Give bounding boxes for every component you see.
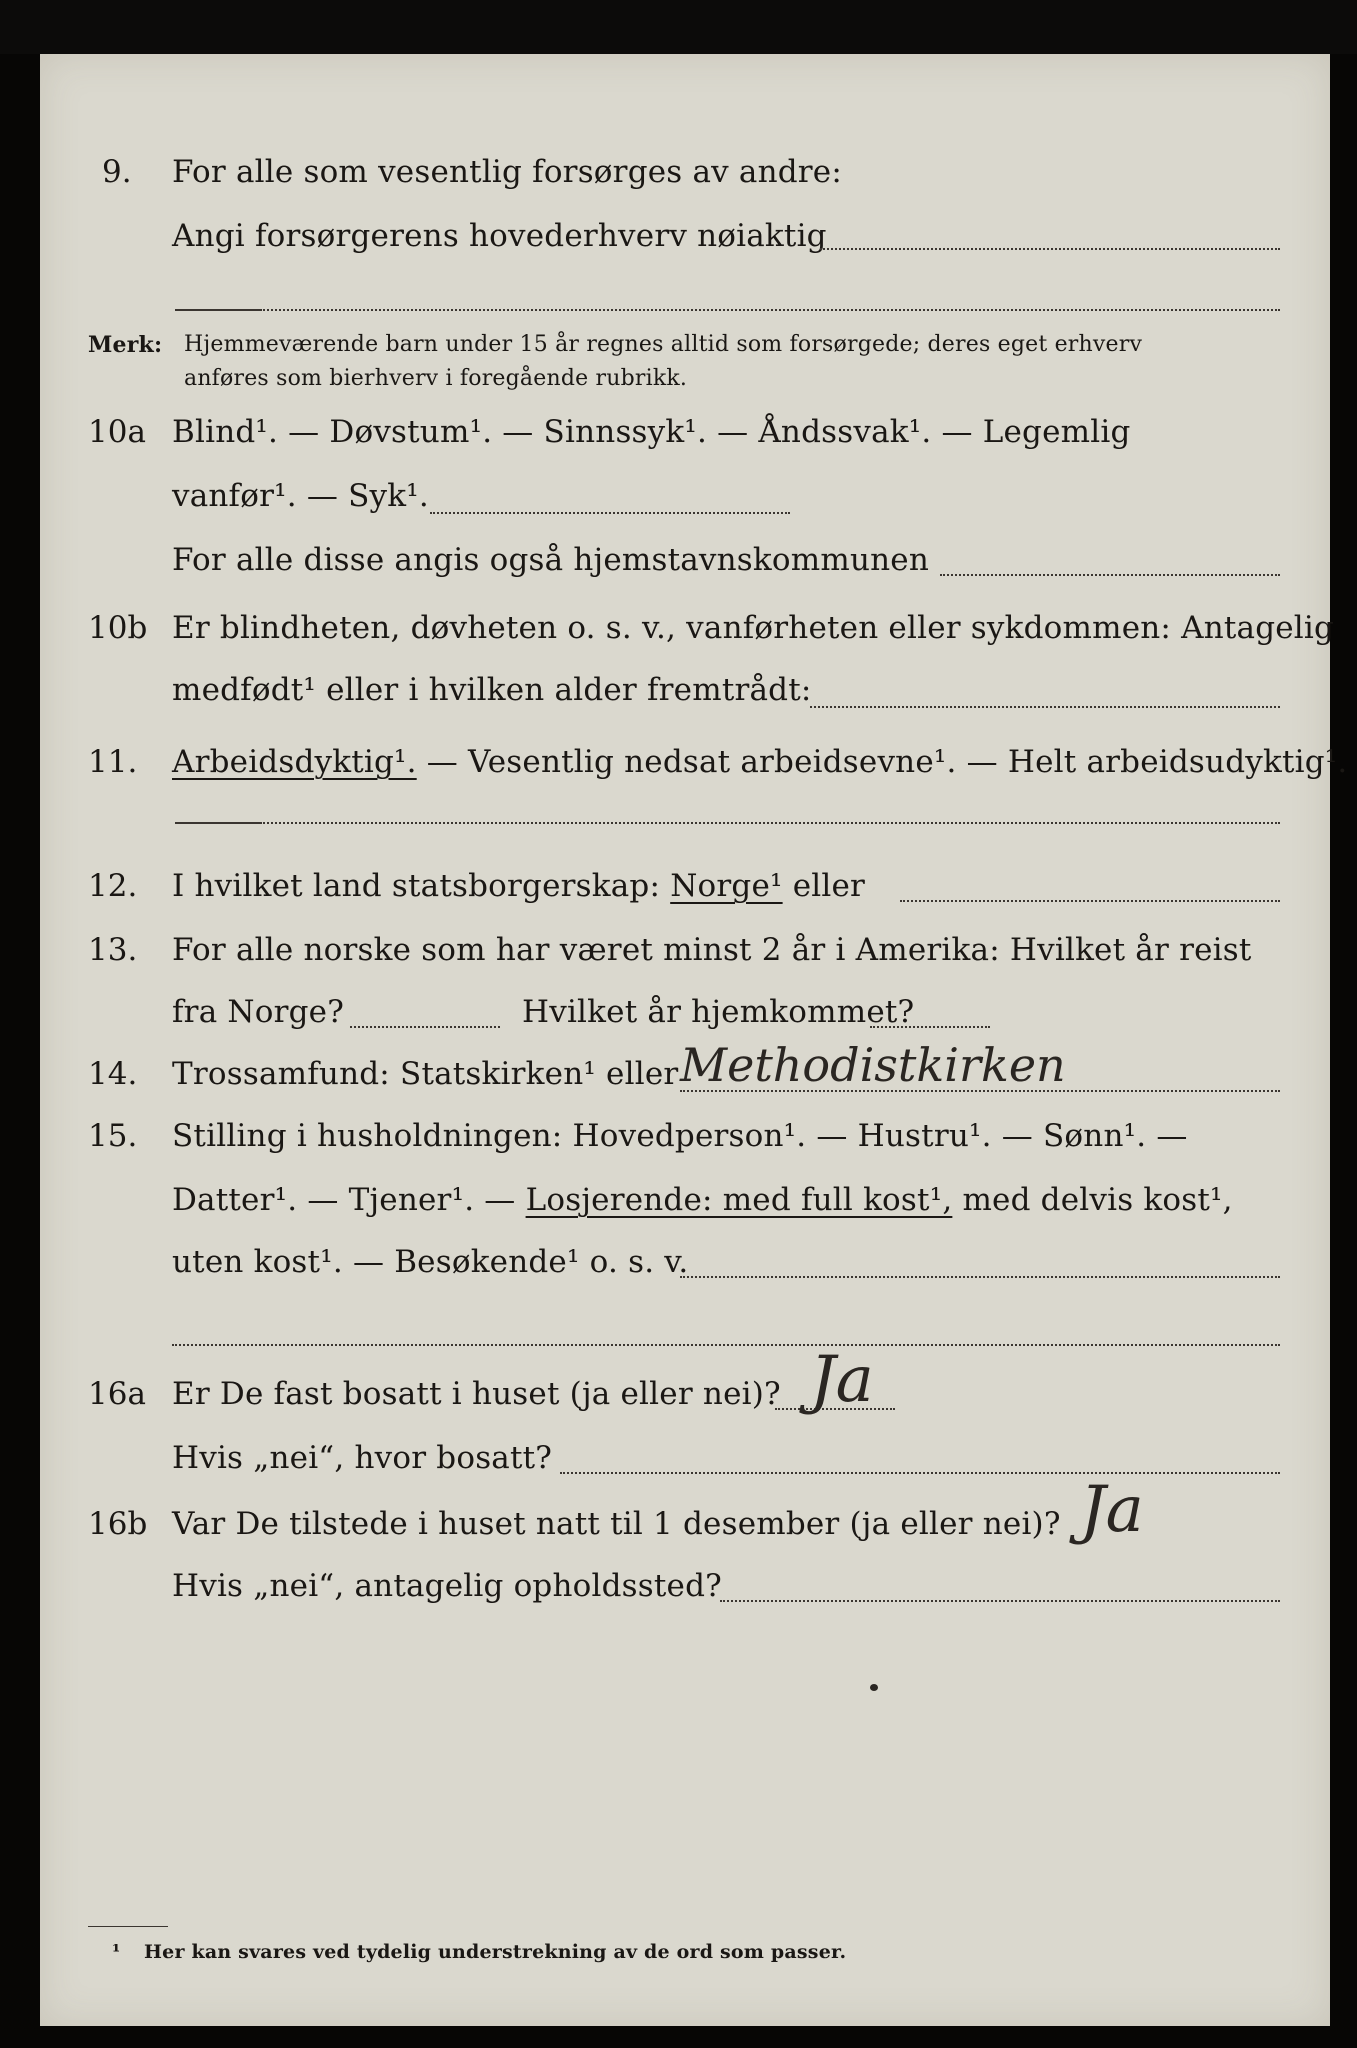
q15-answer-field-2 (172, 1344, 1280, 1346)
ink-spot (870, 1684, 878, 1691)
q10a-line3: For alle disse angis også hjemstavnskommunen (172, 542, 929, 578)
q15-line2 (172, 1182, 1233, 1218)
q9-line2: Angi forsørgerens hovederhverv nøiaktig (172, 218, 827, 254)
q16b-number: 16b (88, 1506, 148, 1542)
q16a-residence-field (560, 1472, 1280, 1474)
merk-line2: anføres som bierhverv i foregående rubrikk. (184, 366, 688, 391)
q10a-line2: vanfør¹. — Syk¹. (172, 478, 429, 514)
q15-number: 15. (88, 1118, 138, 1154)
q13-return-field (870, 1026, 990, 1028)
q12-tail: eller (792, 868, 866, 904)
footnote-text: Her kan svares ved tydelig understrekning av de ord som passer. (144, 1941, 847, 1963)
footnote-mark: ¹ (112, 1941, 121, 1963)
q11-rest: — Vesentlig nedsat arbeidsevne¹. — Helt arbeidsudyktig¹. (416, 744, 1348, 780)
footnote-rule (88, 1926, 168, 1927)
q16b-whereabouts-field (720, 1600, 1280, 1602)
q10b-number: 10b (88, 610, 148, 646)
q16a-number: 16a (88, 1376, 146, 1412)
q10a-number: 10a (88, 414, 146, 450)
q10a-home-field (940, 574, 1280, 576)
q11-option-able: Arbeidsdyktig¹. (172, 744, 417, 780)
q11-answer-field (260, 822, 1280, 824)
q11-rule-short (175, 822, 260, 824)
q15-line1: Stilling i husholdningen: Hovedperson¹. — Hustru¹. — Sønn¹. — (172, 1118, 1188, 1154)
q13-number: 13. (88, 932, 138, 968)
q9-number: 9. (102, 154, 132, 190)
q12-text: I hvilket land statsborgerskap: (172, 868, 661, 904)
scan-top-edge (0, 0, 1357, 54)
q14-number: 14. (88, 1056, 138, 1092)
q10b-line2: medfødt¹ eller i hvilken alder fremtrådt: (172, 672, 812, 708)
q15-line2a: Datter¹. — Tjener¹. — (172, 1182, 516, 1218)
q9-answer-field-2 (260, 309, 1280, 311)
q14-text: Trossamfund: Statskirken¹ eller (172, 1056, 679, 1092)
q10b-line1: Er blindheten, døvheten o. s. v., vanførheten eller sykdommen: Antagelig (172, 610, 1335, 646)
q16a-line1: Er De fast bosatt i huset (ja eller nei)? (172, 1376, 781, 1412)
merk-label: Merk: (88, 332, 163, 358)
q9-line1: For alle som vesentlig forsørges av andre: (172, 154, 842, 190)
q15-line2c: med delvis kost¹, (962, 1182, 1233, 1218)
q13-departure-field (350, 1026, 500, 1028)
q11-number: 11. (88, 744, 138, 780)
q12-option-norway: Norge¹ (670, 868, 783, 904)
q9-answer-field (820, 248, 1280, 250)
merk-line1: Hjemmeværende barn under 15 år regnes alltid som forsørgede; deres eget erhverv (184, 332, 1143, 357)
q16a-handwritten-answer: Ja (810, 1343, 874, 1417)
q12-line (172, 868, 865, 904)
q13-line2b: Hvilket år hjemkommet? (522, 994, 915, 1030)
q15-line3: uten kost¹. — Besøkende¹ o. s. v. (172, 1244, 689, 1280)
q11-line (172, 744, 1347, 780)
q15-answer-field (680, 1276, 1280, 1278)
q10a-sick-field (430, 512, 790, 514)
q15-option-lodger-full: Losjerende: med full kost¹, (525, 1182, 953, 1218)
q16b-line2: Hvis „nei“, antagelig opholdssted? (172, 1568, 722, 1604)
q14-answer-field (680, 1090, 1280, 1092)
q12-answer-field (900, 900, 1280, 902)
q9-rule-short (175, 309, 260, 311)
q16b-handwritten-answer: Ja (1080, 1473, 1144, 1547)
q10a-line1: Blind¹. — Døvstum¹. — Sinnssyk¹. — Åndssvak¹. — Legemlig (172, 414, 1131, 450)
q16b-line1: Var De tilstede i huset natt til 1 desember (ja eller nei)? (172, 1506, 1061, 1542)
q14-handwritten-answer: Methodistkirken (680, 1038, 1066, 1092)
q12-number: 12. (88, 868, 138, 904)
q10b-answer-field (810, 706, 1280, 708)
census-form-page (40, 54, 1348, 2026)
q13-line2a: fra Norge? (172, 994, 345, 1030)
q13-line1: For alle norske som har været minst 2 år i Amerika: Hvilket år reist (172, 932, 1252, 968)
q16a-line2: Hvis „nei“, hvor bosatt? (172, 1440, 553, 1476)
